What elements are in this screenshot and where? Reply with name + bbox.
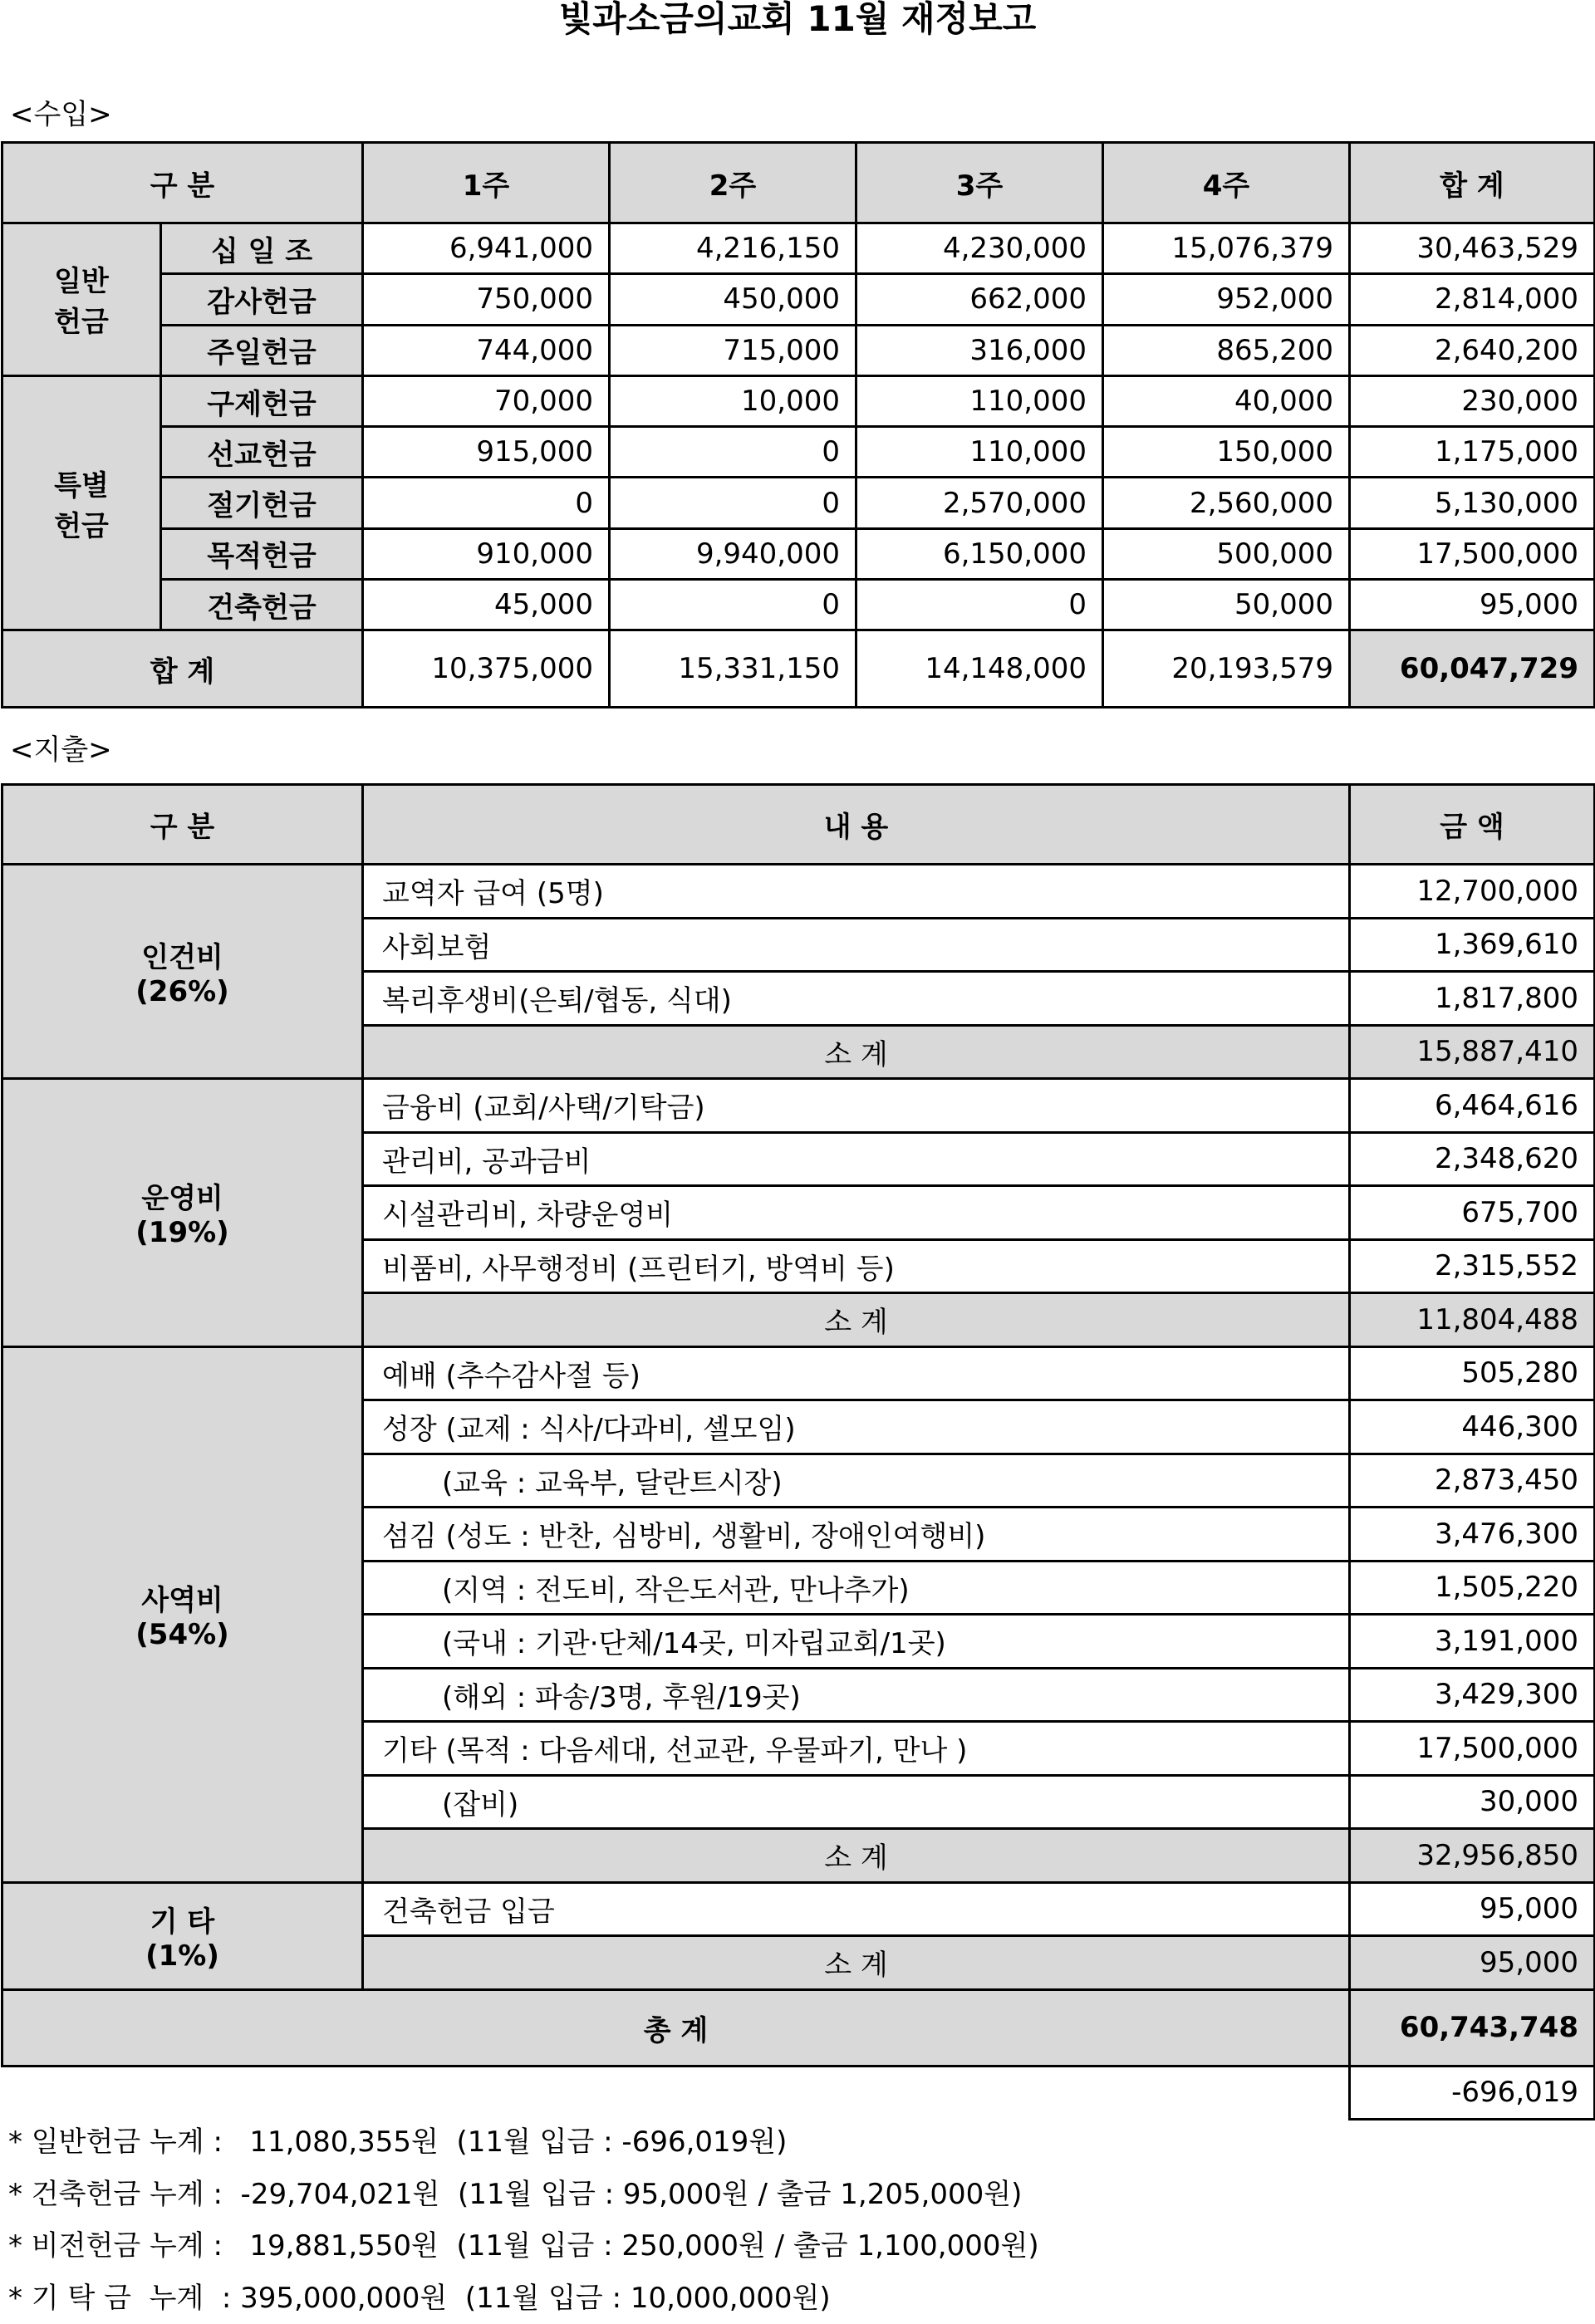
expense-item-text: 복리후생비(은퇴/협동, 식대) [363,972,1350,1026]
note-line: * 기 탁 금 누계 : 395,000,000원 (11월 입금 : 10,000,000원) [8,2273,1039,2324]
expense-group-name: 사역비 (54%) [2,1346,363,1882]
income-row [2,528,1595,579]
expense-group-name: 운영비 (19%) [2,1079,363,1347]
income-total-value: 10,375,000 [363,630,610,708]
income-value: 0 [610,427,856,478]
expense-subtotal-label: 소 계 [363,1829,1350,1883]
income-value: 865,200 [1103,325,1350,375]
income-header-row [2,143,1595,223]
expense-item-amount: 3,191,000 [1350,1615,1595,1669]
expense-row [2,1346,1595,1400]
income-value: 715,000 [610,325,856,375]
income-row-label: 주일헌금 [161,325,363,375]
expense-item-text: (잡비) [363,1775,1350,1829]
income-value: 2,814,000 [1350,274,1595,325]
expense-item-amount: 17,500,000 [1350,1722,1595,1776]
income-total-value: 60,047,729 [1350,630,1595,708]
expense-total-amount: 60,743,748 [1350,1989,1595,2066]
income-group-name: 특별 헌금 [2,375,161,630]
expense-item-amount: 1,369,610 [1350,918,1595,972]
income-row-label: 선교헌금 [161,427,363,478]
income-value: 30,463,529 [1350,223,1595,274]
expense-balance-spacer [2,2066,1350,2120]
income-row [2,580,1595,630]
income-value: 95,000 [1350,580,1595,630]
income-header-4: 4주 [1103,143,1350,223]
expense-header-row [2,785,1595,865]
income-row [2,427,1595,478]
expense-header-0: 구 분 [2,785,363,865]
expense-item-amount: 12,700,000 [1350,865,1595,919]
note-line: * 비전헌금 누계 : 19,881,550원 (11월 입금 : 250,000원 / 출금 1,100,000원) [8,2220,1039,2273]
income-value: 500,000 [1103,528,1350,579]
income-value: 5,130,000 [1350,478,1595,528]
notes [8,2116,1039,2324]
income-section-label: <수입> [10,98,112,131]
income-total-value: 14,148,000 [856,630,1103,708]
income-row [2,478,1595,528]
expense-row [2,1882,1595,1936]
expense-row [2,1079,1595,1133]
income-value: 15,076,379 [1103,223,1350,274]
expense-item-text: (지역 : 전도비, 작은도서관, 만나추가) [363,1561,1350,1615]
expense-item-text: 관리비, 공과금비 [363,1132,1350,1186]
income-value: 110,000 [856,375,1103,426]
expense-item-text: 교역자 급여 (5명) [363,865,1350,919]
expense-table [1,783,1595,2121]
expense-item-amount: 1,817,800 [1350,972,1595,1026]
income-value: 150,000 [1103,427,1350,478]
income-header-category: 구 분 [2,143,363,223]
income-row [2,274,1595,325]
income-value: 70,000 [363,375,610,426]
income-value: 0 [363,478,610,528]
expense-total-row [2,1989,1595,2066]
income-value: 10,000 [610,375,856,426]
expense-item-amount: 3,476,300 [1350,1508,1595,1562]
expense-item-amount: 95,000 [1350,1882,1595,1936]
expense-item-text: 사회보험 [363,918,1350,972]
note-line: * 건축헌금 누계 : -29,704,021원 (11월 입금 : 95,000원 / 출금 1,205,000원) [8,2169,1039,2221]
income-value: 910,000 [363,528,610,579]
expense-item-text: (교육 : 교육부, 달란트시장) [363,1454,1350,1508]
expense-item-text: 기타 (목적 : 다음세대, 선교관, 우물파기, 만나 ) [363,1722,1350,1776]
income-value: 40,000 [1103,375,1350,426]
expense-item-text: 예배 (추수감사절 등) [363,1346,1350,1400]
expense-balance-row [2,2066,1595,2120]
income-value: 0 [610,580,856,630]
expense-item-amount: 3,429,300 [1350,1668,1595,1722]
income-value: 50,000 [1103,580,1350,630]
income-row-label: 절기헌금 [161,478,363,528]
income-total-value: 15,331,150 [610,630,856,708]
income-value: 6,150,000 [856,528,1103,579]
income-value: 2,560,000 [1103,478,1350,528]
income-value: 1,175,000 [1350,427,1595,478]
expense-section-label: <지출> [10,733,112,767]
expense-subtotal-amount: 32,956,850 [1350,1829,1595,1883]
expense-header-2: 금 액 [1350,785,1595,865]
expense-group-name: 기 타 (1%) [2,1882,363,1989]
expense-subtotal-amount: 11,804,488 [1350,1293,1595,1347]
income-value: 662,000 [856,274,1103,325]
page-title: 빛과소금의교회 11월 재정보고 [0,0,1595,43]
income-header-1: 1주 [363,143,610,223]
income-value: 2,640,200 [1350,325,1595,375]
expense-item-text: 비품비, 사무행정비 (프린터기, 방역비 등) [363,1239,1350,1293]
expense-item-amount: 446,300 [1350,1400,1595,1454]
income-value: 2,570,000 [856,478,1103,528]
income-value: 4,216,150 [610,223,856,274]
income-row-label: 건축헌금 [161,580,363,630]
expense-item-text: 건축헌금 입금 [363,1882,1350,1936]
expense-subtotal-amount: 15,887,410 [1350,1025,1595,1079]
income-row [2,325,1595,375]
income-group-name: 일반 헌금 [2,223,161,376]
expense-subtotal-label: 소 계 [363,1936,1350,1990]
income-value: 9,940,000 [610,528,856,579]
expense-subtotal-amount: 95,000 [1350,1936,1595,1990]
income-row [2,375,1595,426]
income-value: 110,000 [856,427,1103,478]
income-value: 316,000 [856,325,1103,375]
expense-total-label: 총 계 [2,1989,1350,2066]
expense-item-text: 섬김 (성도 : 반찬, 심방비, 생활비, 장애인여행비) [363,1508,1350,1562]
expense-item-amount: 30,000 [1350,1775,1595,1829]
expense-item-amount: 1,505,220 [1350,1561,1595,1615]
income-value: 6,941,000 [363,223,610,274]
income-table [1,141,1595,708]
expense-subtotal-label: 소 계 [363,1025,1350,1079]
expense-item-amount: 505,280 [1350,1346,1595,1400]
income-value: 17,500,000 [1350,528,1595,579]
income-value: 744,000 [363,325,610,375]
expense-group-name: 인건비 (26%) [2,865,363,1079]
expense-item-text: (국내 : 기관·단체/14곳, 미자립교회/1곳) [363,1615,1350,1669]
income-value: 952,000 [1103,274,1350,325]
expense-row [2,865,1595,919]
income-row-label: 십 일 조 [161,223,363,274]
income-header-2: 2주 [610,143,856,223]
income-header-5: 합 계 [1350,143,1595,223]
expense-item-amount: 2,315,552 [1350,1239,1595,1293]
income-row [2,223,1595,274]
income-total-value: 20,193,579 [1103,630,1350,708]
expense-item-text: (해외 : 파송/3명, 후원/19곳) [363,1668,1350,1722]
income-total-label: 합 계 [2,630,363,708]
expense-item-text: 성장 (교제 : 식사/다과비, 셀모임) [363,1400,1350,1454]
expense-item-amount: 6,464,616 [1350,1079,1595,1133]
income-value: 45,000 [363,580,610,630]
expense-item-amount: 675,700 [1350,1186,1595,1240]
expense-item-text: 시설관리비, 차량운영비 [363,1186,1350,1240]
expense-header-1: 내 용 [363,785,1350,865]
income-row-label: 목적헌금 [161,528,363,579]
expense-subtotal-label: 소 계 [363,1293,1350,1347]
income-value: 0 [610,478,856,528]
expense-balance-amount: -696,019 [1350,2066,1595,2120]
income-value: 450,000 [610,274,856,325]
income-value: 915,000 [363,427,610,478]
income-row-label: 구제헌금 [161,375,363,426]
expense-item-amount: 2,348,620 [1350,1132,1595,1186]
note-line: * 일반헌금 누계 : 11,080,355원 (11월 입금 : -696,019원) [8,2116,1039,2169]
income-value: 230,000 [1350,375,1595,426]
income-value: 750,000 [363,274,610,325]
income-total-row [2,630,1595,708]
income-row-label: 감사헌금 [161,274,363,325]
income-value: 4,230,000 [856,223,1103,274]
income-header-3: 3주 [856,143,1103,223]
expense-item-text: 금융비 (교회/사택/기탁금) [363,1079,1350,1133]
income-value: 0 [856,580,1103,630]
expense-item-amount: 2,873,450 [1350,1454,1595,1508]
